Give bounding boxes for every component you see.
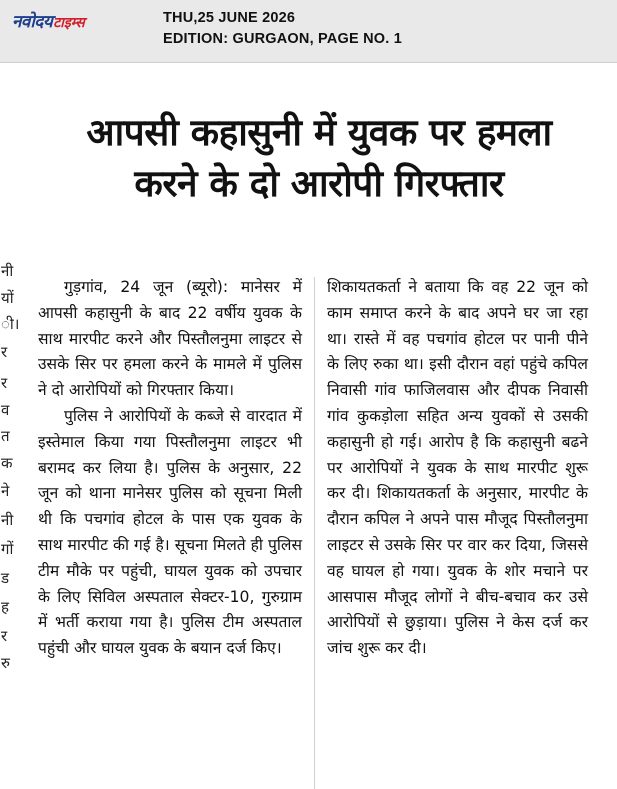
logo-sub-text: टाइम्स [53,15,85,31]
fragment: र [1,374,8,392]
fragment: त [1,427,10,445]
fragment: व [1,401,10,419]
adjacent-column-fragments [0,63,24,748]
article-headline [28,107,610,209]
edition-page: EDITION: GURGAON, PAGE NO. 1 [163,31,402,47]
fragment: ी। [1,315,20,333]
headline-line-2: करने के दो आरोपी गिरफ्तार [134,162,504,205]
article-paragraph: गुड़गांव, 24 जून (ब्यूरो): मानेसर में आपसी कहासुनी के बाद 22 वर्षीय युवक के साथ मारपीट करने और पिस्तौलनुमा लाइटर से उसके सिर पर हमला करने के मामले में पुलिस ने दो आरोपियों को गिरफ्तार किया। [38,278,302,400]
column-divider [314,277,315,789]
article-column-2 [327,275,588,662]
fragment: ह [1,598,9,616]
fragment: ड [1,569,10,587]
logo-main-text: नवोदय [12,12,53,32]
issue-date: THU,25 JUNE 2026 [163,10,296,26]
fragment: क [1,454,13,472]
article-paragraph: पुलिस ने आरोपियों के कब्जे से वारदात में इस्तेमाल किया गया पिस्तौलनुमा लाइटर भी बरामद कर लिया है। पुलिस के अनुसार, 22 जून को थाना मानेसर पुलिस को सूचना मिली थी कि पचगांव होटल के पास एक युवक के साथ मारपीट की गई है। सूचना मिलते ही पुलिस टीम मौके पर पहुंची, घायल युवक को उपचार के लिए सिविल अस्पताल सेक्टर-10, गुरुग्राम में भर्ती कराया गया है। पुलिस टीम अस्पताल पहुंची और घायल युवक के बयान दर्ज किए। [38,406,302,658]
article-paragraph: शिकायतकर्ता ने बताया कि वह 22 जून को काम समाप्त करने के बाद अपने घर जा रहा था। रास्ते में वह पचगांव होटल पर पानी पीने के लिए रुका था। इसी दौरान वहां पहुंचे कपिल निवासी गांव फाजिलवास और दीपक निवासी गांव कुकड़ोला सहित अन्य युवकों से उसकी कहासुनी हो गई। आरोप है कि कहासुनी बढने पर आरोपियों ने युवक के साथ मारपीट शुरू कर दी। शिकायतकर्ता के अनुसार, मारपीट के दौरान कपिल ने अपने पास मौजूद पिस्तौलनुमा लाइटर से उसके सिर पर वार कर दिया, जिससे वह घायल हो गया। युवक के शोर मचाने पर आसपास मौजूद लोगों ने बीच-बचाव कर उसे आरोपियों से छुड़ाया। पुलिस ने केस दर्ज कर जांच शुरू कर दी। [327,278,588,658]
fragment: गों [1,540,14,558]
fragment: नी [1,511,14,529]
fragment: र [1,343,8,361]
newspaper-logo [12,9,85,33]
fragment: र [1,627,8,645]
fragment: नी [1,262,14,280]
edition-info [163,8,402,50]
headline-line-1: आपसी कहासुनी में युवक पर हमला [86,111,552,154]
masthead-bar [0,0,617,63]
fragment: यों [1,289,14,307]
fragment: ने [1,482,10,500]
article-column-1 [38,275,302,662]
newspaper-clipping [0,63,617,748]
fragment: रु [1,654,10,672]
